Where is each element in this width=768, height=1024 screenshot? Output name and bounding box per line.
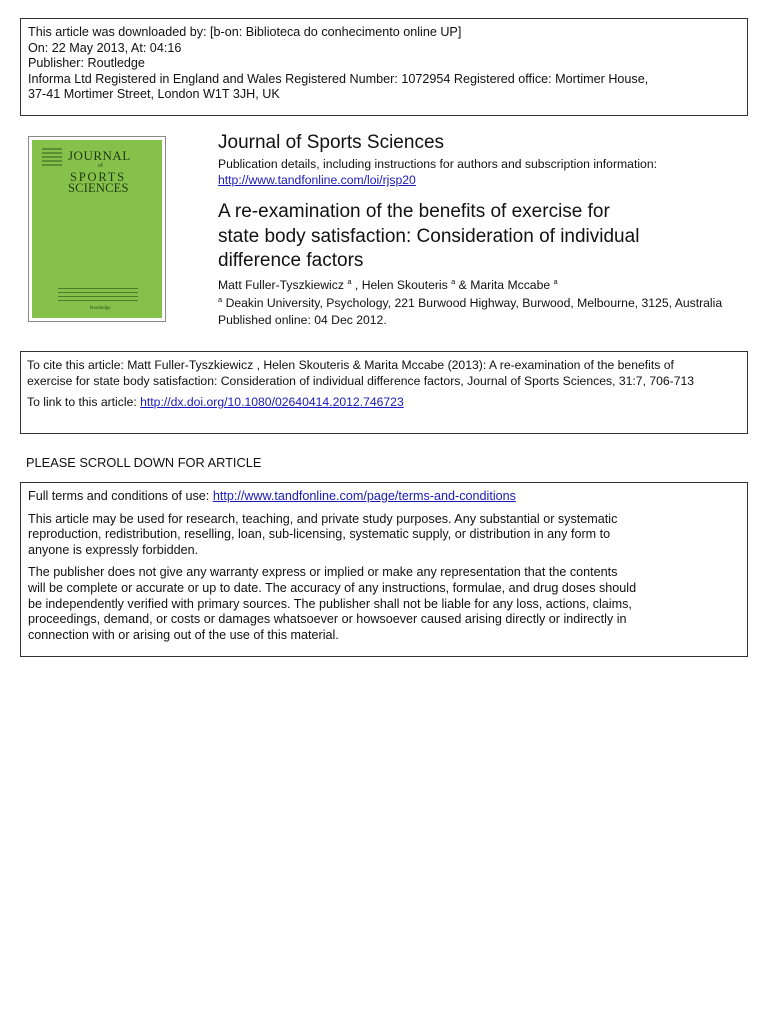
download-info-line: Publisher: Routledge: [28, 56, 145, 71]
download-info-line: Informa Ltd Registered in England and Wales Registered Number: 1072954 Registered office: Mortimer House,: [28, 71, 649, 86]
terms-line: reproduction, redistribution, reselling, loan, sub-licensing, systematic supply, or distribution in any form to: [28, 527, 611, 542]
article-title: [218, 200, 738, 274]
affiliation: [218, 295, 722, 310]
scroll-notice: PLEASE SCROLL DOWN FOR ARTICLE: [26, 455, 262, 470]
download-info-box: [20, 18, 748, 116]
terms-paragraph-disclaimer: [28, 565, 740, 643]
publication-details: Publication details, including instructions for authors and subscription information:: [218, 157, 657, 171]
terms-label: Full terms and conditions of use:: [28, 489, 210, 503]
cover-publisher-logo: Routledge: [90, 306, 111, 311]
published-online-date: Published online: 04 Dec 2012.: [218, 313, 387, 327]
journal-url-link[interactable]: http://www.tandfonline.com/loi/rjsp20: [218, 173, 416, 187]
journal-cover-image: [28, 136, 166, 322]
journal-title: Journal of Sports Sciences: [218, 132, 445, 153]
cover-title-sciences: SCIENCES: [68, 181, 129, 195]
cover-title-sports: SPORTS: [70, 170, 126, 184]
terms-line: anyone is expressly forbidden.: [28, 542, 199, 557]
download-info-line: On: 22 May 2013, At: 04:16: [28, 40, 182, 55]
terms-box: [20, 482, 748, 657]
cover-fineprint: [42, 148, 62, 170]
terms-line: be independently verified with primary sources. The publisher shall not be liable for any loss, actions, claims,: [28, 596, 632, 611]
affiliation-marker: a: [218, 295, 223, 304]
terms-line: connection with or arising out of the use of this material.: [28, 627, 339, 642]
author-name: Marita Mccabe: [470, 278, 551, 292]
citation-link-row: [27, 395, 741, 411]
terms-line: will be complete or accurate or up to date. The accuracy of any instructions, formulae, and drug doses should: [28, 580, 637, 595]
citation-line: To cite this article: Matt Fuller-Tyszkiewicz , Helen Skouteris & Marita Mccabe (2013): A re-examination of the benefits of: [27, 358, 674, 372]
download-info-line: This article was downloaded by: [b-on: Biblioteca do conhecimento online UP]: [28, 25, 462, 39]
terms-line: This article may be used for research, teaching, and private study purposes. Any substantial or systematic: [28, 511, 618, 526]
citation-line: exercise for state body satisfaction: Consideration of individual difference factors, Journal of Sports Sciences, 31:7, 706-713: [27, 373, 695, 388]
article-title-line: A re-examination of the benefits of exercise for: [218, 201, 610, 222]
article-authors: [218, 277, 558, 292]
terms-line: The publisher does not give any warranty express or implied or make any representation that the contents: [28, 565, 618, 580]
author-affiliation-marker: a: [347, 277, 352, 286]
cover-title-journal: JOURNAL: [68, 148, 131, 163]
citation-link-label: To link to this article:: [27, 395, 137, 410]
citation-box: [20, 351, 748, 434]
download-info-line: 37-41 Mortimer Street, London W1T 3JH, UK: [28, 87, 280, 102]
journal-cover-art: [32, 140, 162, 318]
citation-text: [27, 358, 741, 389]
affiliation-text: Deakin University, Psychology, 221 Burwood Highway, Burwood, Melbourne, 3125, Australia: [225, 296, 723, 310]
article-title-line: state body satisfaction: Consideration of individual: [218, 225, 640, 247]
author-separator: &: [455, 278, 471, 292]
article-title-line: difference factors: [218, 250, 364, 271]
author-affiliation-marker: a: [553, 277, 558, 286]
terms-link-row: [28, 489, 740, 505]
terms-line: proceedings, demand, or costs or damages whatsoever or howsoever caused arising directly or indirectly in: [28, 612, 627, 627]
author-affiliation-marker: a: [451, 277, 456, 286]
author-name: Helen Skouteris: [361, 278, 448, 292]
doi-link[interactable]: http://dx.doi.org/10.1080/02640414.2012.746723: [140, 395, 404, 410]
terms-paragraph-usage: [28, 512, 740, 559]
author-separator: ,: [351, 278, 362, 292]
cover-text-lines: [58, 288, 138, 304]
author-name: Matt Fuller-Tyszkiewicz: [218, 278, 344, 292]
cover-title-of: of: [98, 163, 103, 169]
terms-link[interactable]: http://www.tandfonline.com/page/terms-and-conditions: [212, 489, 516, 503]
